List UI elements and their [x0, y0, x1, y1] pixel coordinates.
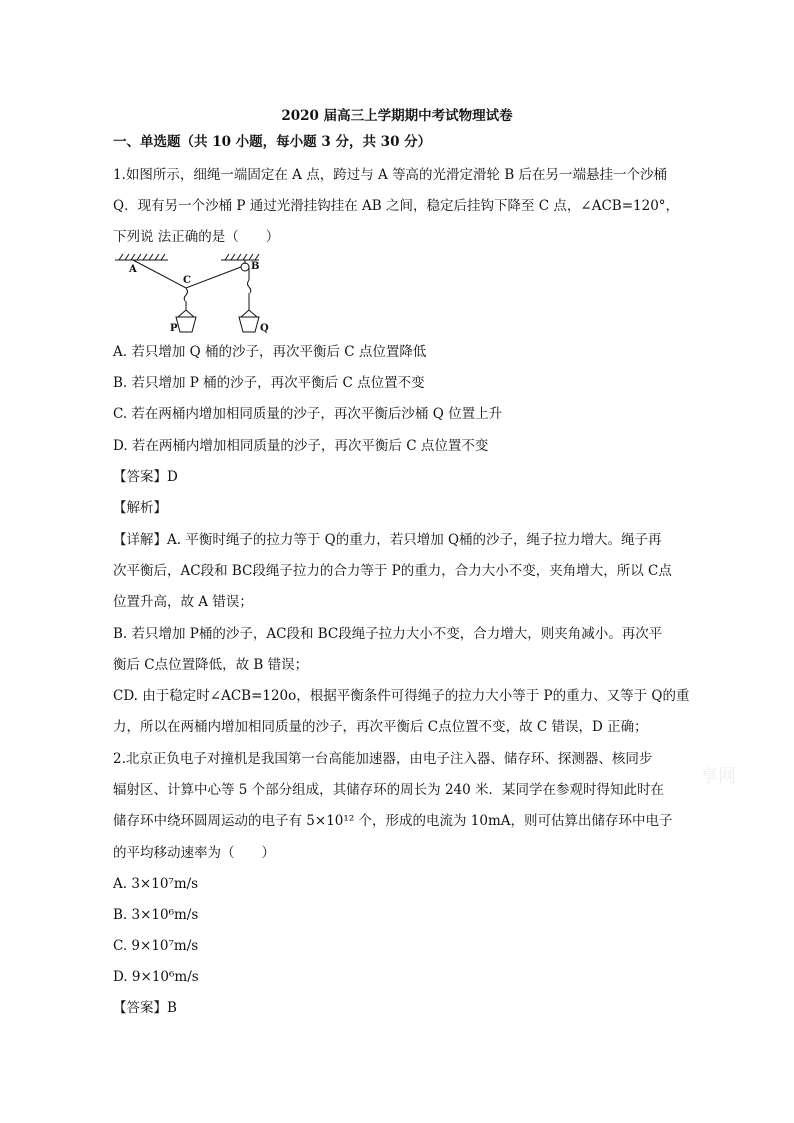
q2-stem-line: 辐射区、计算中心等 5 个部分组成，其储存环的周长为 240 米．某同学在参观时得知此时在 [113, 782, 665, 798]
q1-option-c: C. 若在两桶内增加相同质量的沙子，再次平衡后沙桶 Q 位置上升 [113, 406, 503, 422]
bucket-q [239, 317, 259, 332]
q1-analysis-line: 力，所以在两桶内增加相同质量的沙子，再次平衡后 C点位置不变，故 C 错误，D 正确； [113, 719, 648, 735]
watermark: 享网 [700, 766, 736, 787]
q1-analysis-line: CD. 由于稳定时∠ACB=120o，根据平衡条件可得绳子的拉力大小等于 P的重力、又等于 Q的重 [113, 688, 690, 704]
q2-option-c: C. 9×10⁷m/s [113, 938, 199, 954]
page-title: 2020 届高三上学期期中考试物理试卷 [281, 108, 513, 124]
q2-answer: 【答案】B [113, 1000, 177, 1016]
label-q: Q [260, 323, 269, 334]
pulley-diagram [113, 250, 273, 340]
ceiling-hatch-left [119, 254, 165, 260]
section-heading: 一、单选题（共 10 小题，每小题 3 分，共 30 分） [113, 134, 432, 150]
bucket-p-top [178, 310, 194, 317]
hook-q [248, 280, 251, 293]
q1-analysis-line: 位置升高，故 A 错误； [113, 594, 253, 610]
q2-option-d: D. 9×10⁶m/s [113, 969, 199, 985]
q1-analysis-line: 【详解】A. 平衡时绳子的拉力等于 Q的重力，若只增加 Q桶的沙子，绳子拉力增大。绳子再 [113, 532, 662, 548]
q2-stem-line: 的平均移动速率为（ ） [113, 845, 275, 861]
pulley [241, 263, 249, 271]
q1-stem-line: 下列说 法正确的是（ ） [113, 229, 280, 245]
q1-answer: 【答案】D [113, 469, 178, 485]
q2-option-a: A. 3×10⁷m/s [113, 876, 199, 892]
q1-option-b: B. 若只增加 P 桶的沙子，再次平衡后 C 点位置不变 [113, 375, 425, 391]
q1-analysis-line: 次平衡后，AC段和 BC段绳子拉力的合力等于 P的重力，合力大小不变，夹角增大，所以 C点 [113, 563, 672, 579]
bucket-q-top [241, 310, 257, 317]
ceiling-hatch-right [225, 254, 259, 260]
q1-stem-line: Q．现有另一个沙桶 P 通过光滑挂钩挂在 AB 之间，稳定后挂钩下降至 C 点，∠ACB=120°， [113, 198, 680, 214]
q2-option-b: B. 3×10⁶m/s [113, 907, 199, 923]
q2-stem-line: 2.北京正负电子对撞机是我国第一台高能加速器，由电子注入器、储存环、探测器、核同步 [113, 751, 653, 767]
q1-option-d: D. 若在两桶内增加相同质量的沙子，再次平衡后 C 点位置不变 [113, 438, 489, 454]
bucket-p [176, 317, 196, 332]
q1-option-a: A. 若只增加 Q 桶的沙子，再次平衡后 C 点位置降低 [113, 344, 427, 360]
label-b: B [251, 261, 260, 272]
q1-analysis-line: 衡后 C点位置降低，故 B 错误； [113, 657, 309, 673]
label-p: P [170, 323, 178, 334]
label-c: C [183, 275, 191, 286]
q1-analysis-heading: 【解析】 [113, 500, 167, 516]
q1-stem-line: 1.如图所示，细绳一端固定在 A 点，跨过与 A 等高的光滑定滑轮 B 后在另一端悬挂一个沙桶 [113, 167, 668, 183]
hook-c [184, 288, 187, 301]
label-a: A [129, 264, 137, 275]
q1-analysis-line: B. 若只增加 P桶的沙子，AC段和 BC段绳子拉力大小不变，合力增大，则夹角减小。再次平 [113, 626, 663, 642]
q2-stem-line: 储存环中绕环圆周运动的电子有 5×10¹² 个，形成的电流为 10mA，则可估算出储存环中电子 [113, 813, 673, 829]
